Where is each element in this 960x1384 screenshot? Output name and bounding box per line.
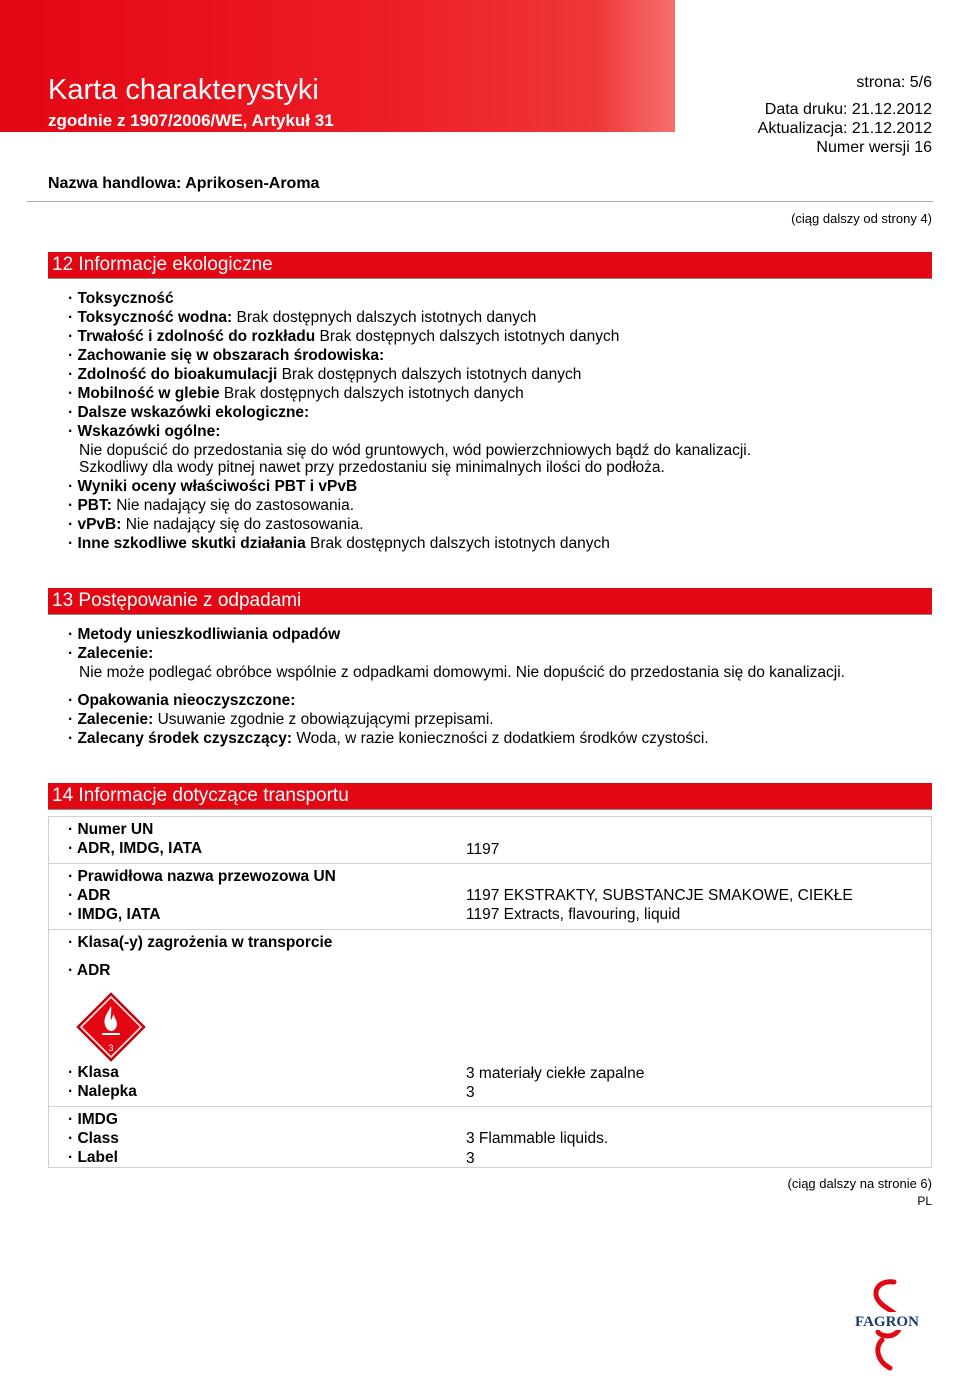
table-border (48, 816, 932, 817)
toxicity-label: · Toksyczność (68, 290, 174, 307)
cleaning-agent: · Zalecany środek czyszczący: Woda, w razie konieczności z dodatkiem środków czystości. (68, 730, 709, 747)
hazard-class-number: 3 (108, 1043, 114, 1053)
soil-mobility: · Mobilność w glebie Brak dostępnych dalszych istotnych danych (68, 385, 524, 402)
general-notes: · Wskazówki ogólne: (68, 423, 221, 440)
imdg-label: · IMDG (68, 1111, 118, 1128)
table-divider (48, 929, 932, 930)
hazard-class-label: · Klasa(-y) zagrożenia w transporcie (68, 934, 333, 951)
label-label: · Label (68, 1149, 118, 1166)
shipping-name-label: · Prawidłowa nazwa przewozowa UN (68, 868, 336, 885)
continued-from: (ciąg dalszy od strony 4) (791, 211, 932, 226)
section-12-heading: 12 Informacje ekologiczne (48, 252, 932, 278)
page-number: strona: 5/6 (856, 74, 932, 91)
other-adverse-effects: · Inne szkodliwe skutki działania Brak dostępnych dalszych istotnych danych (68, 535, 610, 552)
uncleaned-packaging: · Opakowania nieoczyszczone: (68, 692, 296, 709)
divider (48, 809, 932, 810)
recommendation-text: Nie może podlegać obróbce wspólnie z odpadkami domowymi. Nie dopuścić do przedostania się do kanalizacji. (79, 664, 845, 681)
vpvb: · vPvB: Nie nadający się do zastosowania. (68, 516, 364, 533)
section-14-heading: 14 Informacje dotyczące transportu (48, 783, 932, 809)
version-number: Numer wersji 16 (816, 139, 932, 156)
logo-wordmark: FAGRON (855, 1314, 919, 1330)
print-date: Data druku: 21.12.2012 (764, 101, 932, 118)
adr-label: · ADR (68, 962, 111, 979)
waste-methods: · Metody unieszkodliwiania odpadów (68, 626, 341, 643)
divider (27, 201, 933, 202)
klasa-label: · Klasa (68, 1064, 119, 1081)
recommendation: · Zalecenie: (68, 645, 154, 662)
table-divider (48, 863, 932, 864)
nalepka-value: 3 (466, 1084, 475, 1101)
revision-date: Aktualizacja: 21.12.2012 (757, 120, 932, 137)
class-value: 3 Flammable liquids. (466, 1130, 609, 1147)
imdg-iata-label: · IMDG, IATA (68, 906, 161, 923)
adr-shipping-name: 1197 EKSTRAKTY, SUBSTANCJE SMAKOWE, CIEKŁE (466, 887, 853, 904)
aquatic-toxicity: · Toksyczność wodna: Brak dostępnych dalszych istotnych danych (68, 309, 537, 326)
adr-label: · ADR (68, 887, 111, 904)
persistence: · Trwałość i zdolność do rozkładu Brak dostępnych dalszych istotnych danych (68, 328, 620, 345)
further-eco-info: · Dalsze wskazówki ekologiczne: (68, 404, 310, 421)
flammable-liquid-hazard-icon (76, 992, 146, 1062)
un-modes-label: · ADR, IMDG, IATA (68, 840, 203, 857)
section-13-heading: 13 Postępowanie z odpadami (48, 588, 932, 614)
imdg-iata-shipping-name: 1197 Extracts, flavouring, liquid (466, 906, 681, 923)
table-border (48, 816, 49, 1168)
nalepka-label: · Nalepka (68, 1083, 137, 1100)
divider (48, 278, 932, 279)
divider (48, 614, 932, 615)
class-label: · Class (68, 1130, 119, 1147)
un-number-label: · Numer UN (68, 821, 154, 838)
table-border (931, 816, 932, 1168)
pbt-vpvb-results: · Wyniki oceny właściwości PBT i vPvB (68, 478, 358, 495)
label-value: 3 (466, 1150, 475, 1167)
language-code: PL (917, 1194, 932, 1208)
product-name: Nazwa handlowa: Aprikosen-Aroma (48, 175, 320, 192)
document-subtitle: zgodnie z 1907/2006/WE, Artykuł 31 (48, 111, 334, 130)
environmental-behaviour: · Zachowanie się w obszarach środowiska: (68, 347, 385, 364)
bioaccumulation: · Zdolność do bioakumulacji Brak dostępnych dalszych istotnych danych (68, 366, 582, 383)
pbt: · PBT: Nie nadający się do zastosowania. (68, 497, 355, 514)
table-divider (48, 1106, 932, 1107)
document-title: Karta charakterystyki (48, 74, 319, 106)
table-border (48, 1167, 932, 1168)
packaging-recommendation: · Zalecenie: Usuwanie zgodnie z obowiązującymi przepisami. (68, 711, 494, 728)
general-notes-text: Szkodliwy dla wody pitnej nawet przy przedostaniu się minimalnych ilości do podłoża. (79, 459, 665, 476)
continued-on: (ciąg dalszy na stronie 6) (787, 1176, 932, 1191)
un-number-value: 1197 (466, 841, 500, 858)
klasa-value: 3 materiały ciekłe zapalne (466, 1065, 645, 1082)
fagron-logo (848, 1278, 926, 1374)
general-notes-text: Nie dopuścić do przedostania się do wód gruntowych, wód powierzchniowych bądź do kanalizacji. (79, 442, 752, 459)
